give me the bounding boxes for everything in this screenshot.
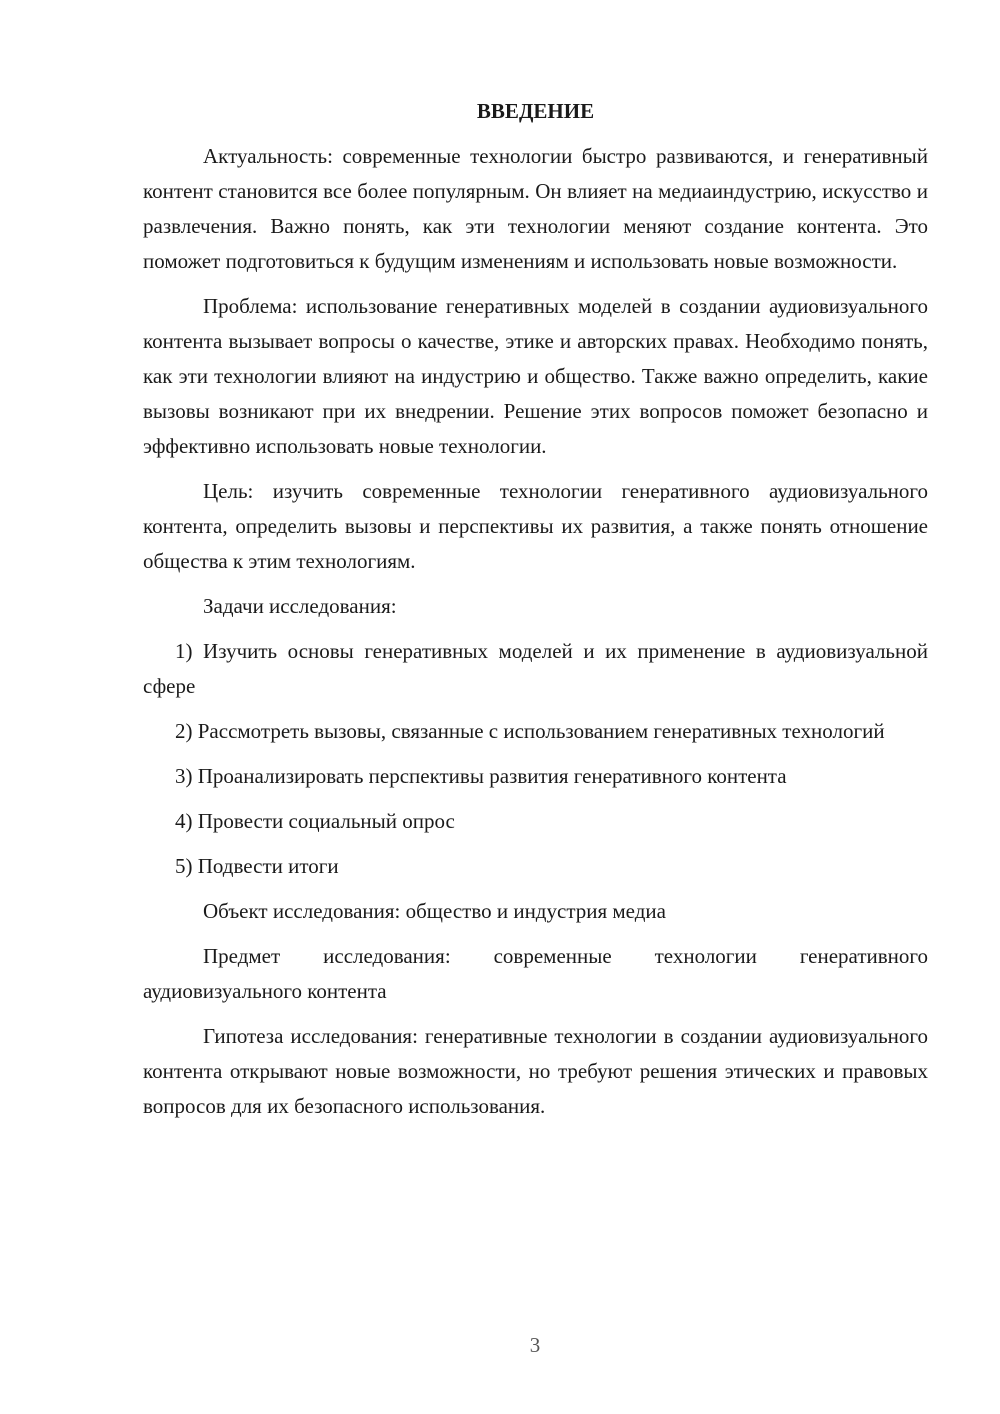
task-item-1: 1) Изучить основы генеративных моделей и их применение в аудиовизуальной сфере [143, 639, 928, 698]
task-item-2: 2) Рассмотреть вызовы, связанные с использованием генеративных технологий [175, 719, 885, 743]
paragraph-goal: Цель: изучить современные технологии генеративного аудиовизуального контента, определить вызовы и перспективы их развития, а также понять отношение общества к этим технологиям. [143, 479, 928, 573]
task-item-5: 5) Подвести итоги [175, 854, 339, 878]
task-item-4: 4) Провести социальный опрос [175, 809, 455, 833]
paragraph-object: Объект исследования: общество и индустрия медиа [203, 899, 666, 923]
paragraph-subject: Предмет исследования: современные технологии генеративного аудиовизуального контента [143, 944, 928, 1003]
tasks-heading: Задачи исследования: [203, 594, 397, 618]
paragraph-relevance: Актуальность: современные технологии быстро развиваются, и генеративный контент становится все более популярным. Он влияет на медиаиндустрию, искусство и развлечения. Важно понять, как эти технологии меняют создание контента. Это поможет подготовиться к будущим изменениям и использовать новые возможности. [143, 144, 928, 273]
page-number: 3 [529, 1333, 541, 1357]
paragraph-hypothesis: Гипотеза исследования: генеративные технологии в создании аудиовизуального контента открывают новые возможности, но требуют решения этических и правовых вопросов для их безопасного использования. [143, 1024, 928, 1118]
paragraph-problem: Проблема: использование генеративных моделей в создании аудиовизуального контента вызывает вопросы о качестве, этике и авторских правах. Необходимо понять, как эти технологии влияют на индустрию и общество. Также важно определить, какие вызовы возникают при их внедрении. Решение этих вопросов поможет безопасно и эффективно использовать новые технологии. [143, 294, 928, 458]
document-page [143, 94, 928, 1134]
page-title: ВВЕДЕНИЕ [476, 99, 595, 123]
task-item-3: 3) Проанализировать перспективы развития генеративного контента [175, 764, 787, 788]
